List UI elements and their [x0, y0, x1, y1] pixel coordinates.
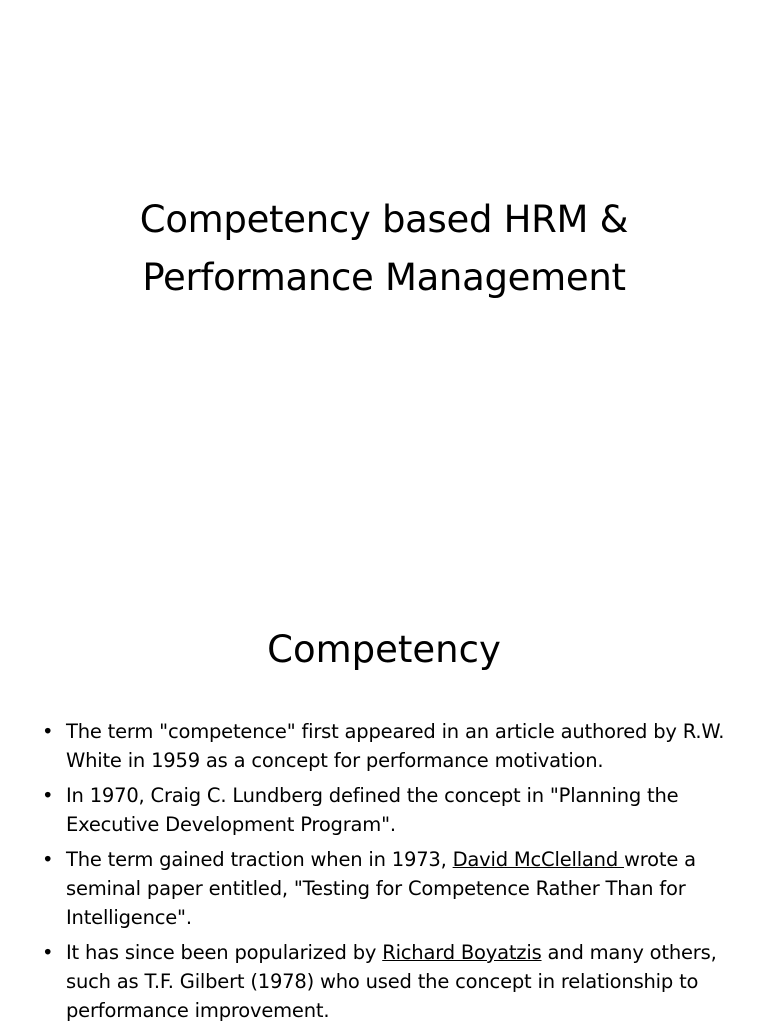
bullet-icon: • — [42, 784, 54, 807]
bullet-item — [38, 938, 738, 1025]
presentation-title — [0, 191, 768, 307]
link-david-mcclelland[interactable]: David McClelland — [452, 848, 625, 871]
title-line-2: Performance Management — [142, 256, 626, 299]
bullet-text-before: The term gained traction when in 1973, — [66, 848, 453, 871]
bullet-text-after: wrote a seminal paper entitled, "Testing for Competence Rather Than for Intelligence". — [66, 848, 696, 929]
bullet-list — [38, 717, 738, 1031]
bullet-text: In 1970, Craig C. Lundberg defined the concept in "Planning the Executive Development Program". — [66, 784, 679, 836]
link-richard-boyatzis[interactable]: Richard Boyatzis — [382, 941, 542, 964]
bullet-icon: • — [42, 941, 54, 964]
bullet-item — [38, 781, 738, 839]
title-line-1: Competency based HRM & — [139, 198, 629, 241]
bullet-text-before: It has since been popularized by — [66, 941, 383, 964]
bullet-item — [38, 845, 738, 932]
bullet-text: The term "competence" first appeared in an article authored by R.W. White in 1959 as a concept for performance motivation. — [66, 720, 725, 772]
slide-competency — [0, 576, 768, 1024]
bullet-item — [38, 717, 738, 775]
bullet-icon: • — [42, 720, 54, 743]
bullet-icon: • — [42, 848, 54, 871]
slide-heading: Competency — [267, 628, 501, 671]
bullet-text-after: and many others, such as T.F. Gilbert (1978) who used the concept in relationship to performance improvement. — [66, 941, 717, 1022]
